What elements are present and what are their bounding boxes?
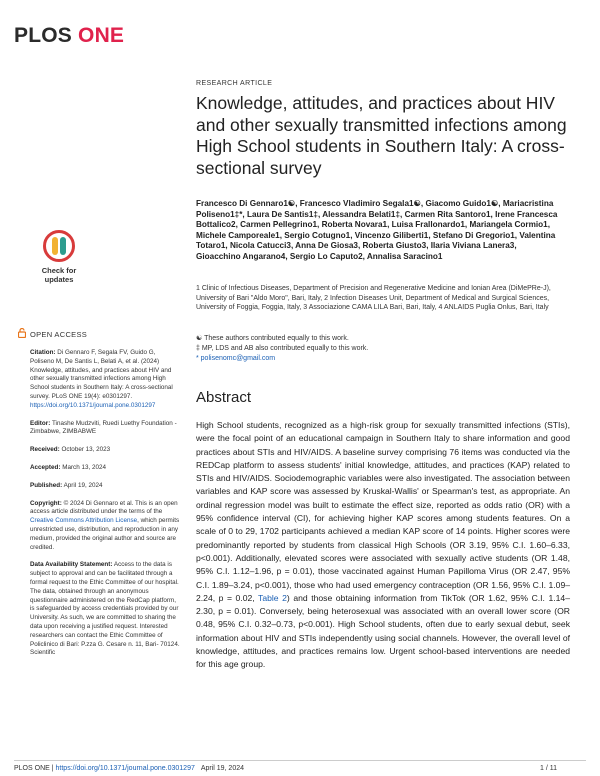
footer-date: April 19, 2024 <box>200 765 245 772</box>
data-availability-text: Access to the data is subject to approval and can be facilitated through a formal request to the Ethic Committee of our hospital. The data, obtained through an anonymous questionnaire administered on the RedCap platform, is safeguarded by access credentials provided by our University. As such, we are committed to sharing the data upon receiving a justified request. Interested researchers can contact the Ethic Committee of Policlinico di Bari: P.zza G. Cesare n. 11, Bari- 70124. Scientific <box>30 561 180 657</box>
article-title: Knowledge, attitudes, and practices about HIV and other sexually transmitted infections among High School students in Southern Italy: A cross-sectional survey <box>196 93 567 178</box>
citation-doi-link[interactable]: https://doi.org/10.1371/journal.pone.0301297 <box>30 401 156 409</box>
published-block <box>30 482 180 491</box>
abstract-text-part2: ) and those obtaining information from TikTok (OR 1.62, 95% C.I. 1.14–2.30, p = 0.01). Conversely, being heterosexual was associated with an overall lower score (OR 0.48, 95% C.I. 0.32–0.73, p<0.001). High School students, often due to early sexual debut, seek information about HIV and STIs independently using social channels. However, the overall level of knowledge, attitudes, and practices remains low. Urgent school-based interventions are needed for this age group. <box>196 592 570 670</box>
accepted-label: Accepted: <box>30 463 61 471</box>
article-metadata-sidebar <box>30 349 180 667</box>
journal-name-one: ONE <box>78 24 125 47</box>
footer-journal: PLOS ONE <box>14 765 50 772</box>
received-date: October 13, 2023 <box>61 446 111 454</box>
copyright-text-2: , which permits unrestricted use, distribution, and reproduction in any medium, provided the original author and source are credited. <box>30 517 180 551</box>
article-type: RESEARCH ARTICLE <box>196 80 273 87</box>
footer-doi-link[interactable]: https://doi.org/10.1371/journal.pone.0301297 <box>55 765 195 772</box>
editor-text: Tinashe Mudzviti, Ruedi Luethy Foundation - Zimbabwe, ZIMBABWE <box>30 419 177 436</box>
cc-license-link[interactable]: Creative Commons Attribution License <box>30 517 138 525</box>
open-access-lock-icon <box>18 328 26 338</box>
published-label: Published: <box>30 481 63 489</box>
data-availability-label: Data Availability Statement: <box>30 561 113 569</box>
abstract-body <box>196 419 570 672</box>
author-notes <box>196 334 556 364</box>
check-for-updates-label: Check for updates <box>41 266 77 284</box>
received-label: Received: <box>30 446 60 454</box>
editor-block <box>30 420 180 438</box>
copyright-text: © 2024 Di Gennaro et al. This is an open access article distributed under the terms of the <box>30 499 178 516</box>
abstract-heading: Abstract <box>196 389 252 406</box>
accepted-date: March 13, 2024 <box>62 463 106 471</box>
footer-divider <box>14 760 586 761</box>
data-availability-block <box>30 561 180 658</box>
citation-label: Citation: <box>30 349 56 356</box>
citation-text: Di Gennaro F, Segala FV, Guido G, Poliseno M, De Santis L, Belati A, et al. (2024) Knowledge, attitudes, and practices about HIV and other sexually transmitted infections among High School students in Southern Italy: A cross-sectional survey. PLoS ONE 19(4): e0301297. <box>30 349 173 400</box>
published-date: April 19, 2024 <box>63 481 103 489</box>
corresponding-email-link[interactable]: * polisenomc@gmail.com <box>196 355 276 362</box>
affiliations: 1 Clinic of Infectious Diseases, Department of Precision and Regenerative Medicine and Ionian Area (DiMePRe-J), University of Bari "Aldo Moro", Bari, Italy, 2 Infection Diseases Unit, Department of Medical and Surgical Sciences, University of Foggia, Foggia, Italy, 3 Associazione CAMA LILA Bari, Bari, Italy, 4 ANLAIDS Puglia Onlus, Bari, Italy <box>196 285 551 312</box>
page-number: 1 / 11 <box>540 765 557 772</box>
abstract-text-part1: High School students, recognized as a high-risk group for sexually transmitted infections (STIs), were the focal point of an educational campaign in Southern Italy to share information and good practices about STIs and HIV/AIDS. A baseline survey comprising 76 items was conducted via the REDCap platform to assess students' initial knowledge, attitudes, and practices (KAP) related to STIs and HIV/AIDS. Sociodemographic variables were also investigated. The association between variables and KAP score was assessed by Kruskal-Wallis' or Spearman's test, as appropriate. An ordinal regression model was built to estimate the effect size, reported as odds ratio (OR) with a 95% confidence interval (CI), for achieving higher KAP scores among students features. On a scale of 0 to 29, 1702 participants achieved a median KAP score of 14 points. Higher scores were predominantly reported by students from classical High Schools (OR 3.19, 95% C.I. 1.60–6.33, p<0.001). Additionally, elevated scores were associated with sexually active students (OR 1.48, 95% C.I. 1.12–1.96, p = 0.01), those vaccinated against Human Papilloma Virus (OR 2.47, 95% C.I. 1.89–3.24, p<0.001), those who had used emergency contraception (OR 1.56, 95% C.I. 1.09–2.24, p = 0.02, <box>196 420 570 603</box>
journal-name-plos: PLOS <box>14 24 72 47</box>
copyright-block <box>30 500 180 553</box>
equal-contribution-note: ☯ These authors contributed equally to this work. <box>196 335 349 342</box>
equal-contribution-note-2: ‡ MP, LDS and AB also contributed equally to this work. <box>196 345 369 352</box>
journal-logo[interactable] <box>14 24 124 48</box>
accepted-block <box>30 464 180 473</box>
citation-block <box>30 349 180 411</box>
table-2-link[interactable]: Table 2 <box>258 592 287 603</box>
copyright-label: Copyright: <box>30 499 62 507</box>
page-footer: PLOS ONE | https://doi.org/10.1371/journal.pone.0301297 April 19, 2024 <box>14 765 245 772</box>
check-for-updates-button[interactable] <box>34 230 84 292</box>
author-list: Francesco Di Gennaro1☯, Francesco Vladimiro Segala1☯, Giacomo Guido1☯, Mariacristina Poliseno1‡*, Laura De Santis1‡, Alessandra Belati1‡, Carmen Rita Santoro1, Irene Francesca Bottalico2, Carmen Pellegrino1, Roberta Novara1, Luisa Frallonardo1, Mariangela Cormio1, Michele Camporeale1, Sergio Cotugno1, Vincenzo Giliberti1, Stefano Di Gregorio1, Valentina Totaro1, Nicola Catucci3, Anna De Giosa3, Roberta Giusto3, Ilaria Viviana Lanera3, Gioacchino Angarano4, Sergio Lo Caputo2, Annalisa Saracino1 <box>196 199 558 261</box>
open-access-label: OPEN ACCESS <box>30 330 88 339</box>
received-block <box>30 446 180 455</box>
check-for-updates-icon <box>43 230 75 262</box>
editor-label: Editor: <box>30 419 51 427</box>
